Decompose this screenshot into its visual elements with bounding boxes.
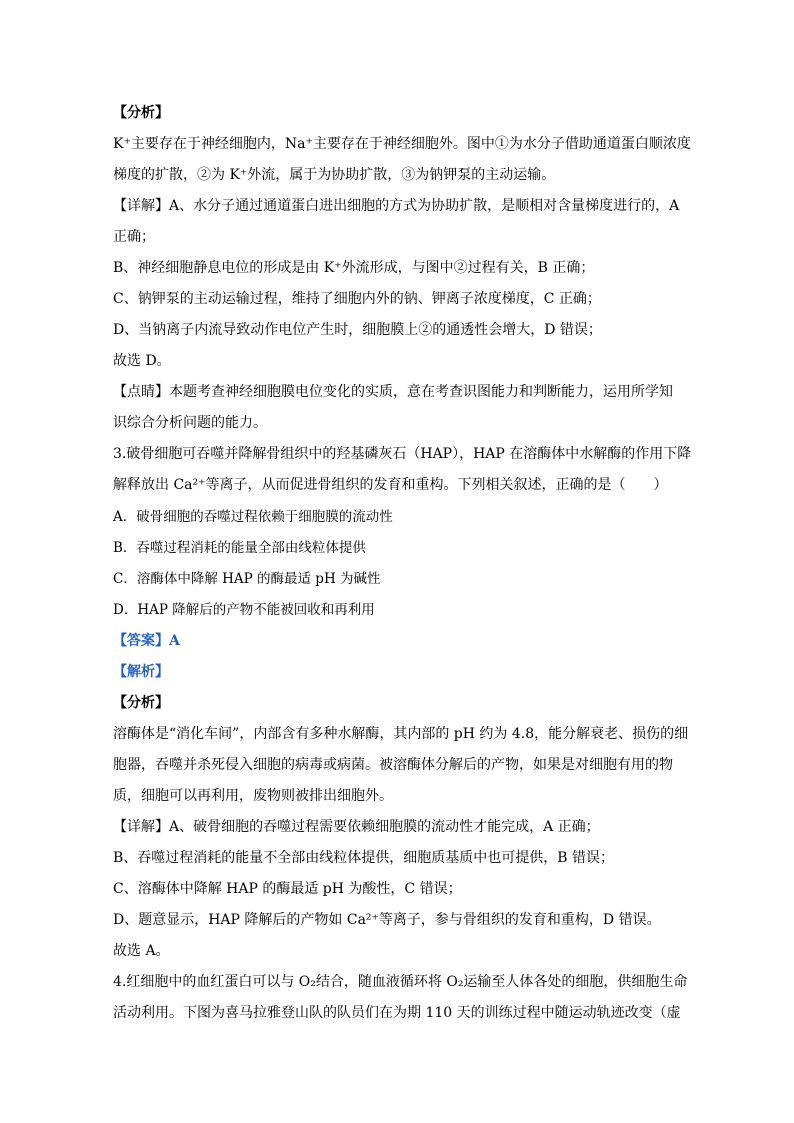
answer-label: 【答案】A [113,633,180,649]
text-line: 正确； [113,229,155,245]
text-line: 溶酶体是“消化车间”，内部含有多种水解酶，其内部的 pH 约为 4.8，能分解衰老、损伤的细 [113,726,689,742]
text-line: D、当钠离子内流导致动作电位产生时，细胞膜上②的通透性会增大，D 错误； [113,322,602,338]
text-line: 梯度的扩散，②为 K⁺外流，属于为协助扩散，③为钠钾泵的主动运输。 [113,167,556,183]
text-line: 【详解】A、破骨细胞的吞噬过程需要依赖细胞膜的流动性才能完成，A 正确； [113,819,600,835]
text-line: 【详解】A、水分子通过通道蛋白进出细胞的方式为协助扩散，是顺相对含量梯度进行的，A [113,198,680,214]
text-line: 质，细胞可以再利用，废物则被排出细胞外。 [113,788,393,804]
text-line: 识综合分析问题的能力。 [113,415,267,431]
question-4-stem: 4.红细胞中的血红蛋白可以与 O₂结合，随血液循环将 O₂运输至人体各处的细胞，供细胞生命 [113,974,688,990]
section-heading-analysis: 【分析】 [113,105,169,121]
question-4-stem-cont: 活动利用。下图为喜马拉雅登山队的队员们在为期 110 天的训练过程中随运动轨迹改变（虚 [113,1005,681,1021]
text-line: B、吞噬过程消耗的能量不全部由线粒体提供，细胞质基质中也可提供，B 错误； [113,850,615,866]
text-line: C、钠钾泵的主动运输过程，维持了细胞内外的钠、钾离子浓度梯度，C 正确； [113,291,601,307]
text-line: 故选 D。 [113,353,171,369]
option-c: C．溶酶体中降解 HAP 的酶最适 pH 为碱性 [113,571,381,587]
text-line: 故选 A。 [113,943,170,959]
option-d: D．HAP 降解后的产物不能被回收和再利用 [113,602,375,618]
question-3-stem-cont: 解释放出 Ca²⁺等离子，从而促进骨组织的发育和重构。下列相关叙述，正确的是（ ） [113,477,668,493]
section-heading-analysis: 【分析】 [113,695,169,711]
text-line: 【点睛】本题考查神经细胞膜电位变化的实质，意在考查识图能力和判断能力，运用所学知 [113,384,673,400]
text-line: B、神经细胞静息电位的形成是由 K⁺外流形成，与图中②过程有关，B 正确； [113,260,595,276]
text-line: K⁺主要存在于神经细胞内，Na⁺主要存在于神经细胞外。图中①为水分子借助通道蛋白顺浓度 [113,136,691,152]
text-line: C、溶酶体中降解 HAP 的酶最适 pH 为酸性，C 错误； [113,881,462,897]
text-line: 胞器，吞噬并杀死侵入细胞的病毒或病菌。被溶酶体分解后的产物，如果是对细胞有用的物 [113,757,673,773]
option-a: A．破骨细胞的吞噬过程依赖于细胞膜的流动性 [113,509,393,525]
explanation-label: 【解析】 [113,664,169,680]
option-b: B．吞噬过程消耗的能量全部由线粒体提供 [113,540,366,556]
text-line: D、题意显示，HAP 降解后的产物如 Ca²⁺等离子，参与骨组织的发育和重构，D 错误。 [113,912,661,928]
question-3-stem: 3.破骨细胞可吞噬并降解骨组织中的羟基磷灰石（HAP），HAP 在溶酶体中水解酶的作用下降 [113,446,692,462]
